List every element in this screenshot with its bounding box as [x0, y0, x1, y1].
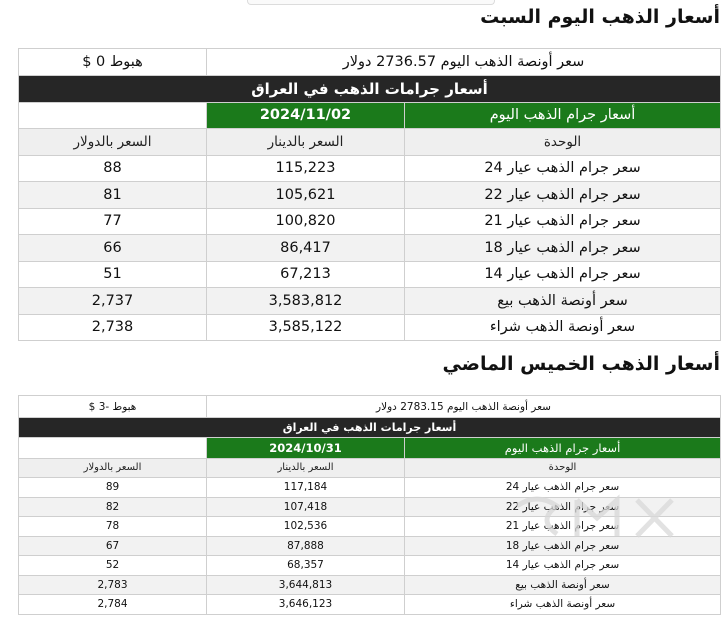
row-unit-cell: سعر جرام الذهب عيار 18	[405, 536, 721, 556]
table-row	[19, 314, 721, 341]
gold-prices-table-saturday	[18, 48, 721, 341]
table-row	[19, 155, 721, 182]
row-usd-cell: 66	[19, 235, 207, 262]
row-unit-cell: سعر جرام الذهب عيار 14	[405, 261, 721, 288]
ounce-summary-row	[19, 396, 721, 418]
ounce-price-text: سعر أونصة الذهب اليوم 2736.57 دولار	[207, 49, 721, 76]
row-dinar-cell: 105,621	[207, 182, 405, 209]
price-change-text: هبوط 0 $	[19, 49, 207, 76]
table-row	[19, 536, 721, 556]
row-usd-cell: 89	[19, 478, 207, 498]
row-unit-cell: سعر جرام الذهب عيار 21	[405, 208, 721, 235]
row-dinar-cell: 68,357	[207, 556, 405, 576]
row-unit-cell: سعر جرام الذهب عيار 24	[405, 155, 721, 182]
table-row	[19, 595, 721, 615]
ounce-price-text: سعر أونصة الذهب اليوم 2783.15 دولار	[207, 396, 721, 418]
row-unit-cell: سعر أونصة الذهب بيع	[405, 288, 721, 315]
section-heading-saturday: أسعار الذهب اليوم السبت	[480, 6, 720, 28]
date-cell: 2024/10/31	[207, 437, 405, 458]
date-cell: 2024/11/02	[207, 102, 405, 129]
date-row	[19, 102, 721, 129]
row-dinar-cell: 115,223	[207, 155, 405, 182]
table-title: أسعار جرامات الذهب في العراق	[19, 76, 721, 103]
row-unit-cell: سعر جرام الذهب عيار 21	[405, 517, 721, 537]
row-unit-cell: سعر جرام الذهب عيار 22	[405, 182, 721, 209]
prices-label: أسعار جرام الذهب اليوم	[405, 102, 721, 129]
row-dinar-cell: 3,644,813	[207, 575, 405, 595]
col-header-unit: الوحدة	[405, 129, 721, 156]
table-row	[19, 575, 721, 595]
row-usd-cell: 78	[19, 517, 207, 537]
empty-cell	[19, 102, 207, 129]
price-change-text: هبوط -3 $	[19, 396, 207, 418]
row-usd-cell: 51	[19, 261, 207, 288]
section-heading-thursday: أسعار الذهب الخميس الماضي	[442, 353, 720, 375]
col-header-dinar: السعر بالدينار	[207, 458, 405, 478]
gold-prices-table-thursday	[18, 395, 721, 615]
row-dinar-cell: 87,888	[207, 536, 405, 556]
row-usd-cell: 67	[19, 536, 207, 556]
row-dinar-cell: 3,583,812	[207, 288, 405, 315]
row-unit-cell: سعر أونصة الذهب شراء	[405, 314, 721, 341]
table-row	[19, 235, 721, 262]
row-usd-cell: 81	[19, 182, 207, 209]
row-usd-cell: 2,738	[19, 314, 207, 341]
table-row	[19, 478, 721, 498]
column-header-row	[19, 129, 721, 156]
row-dinar-cell: 117,184	[207, 478, 405, 498]
row-unit-cell: سعر أونصة الذهب بيع	[405, 575, 721, 595]
row-unit-cell: سعر جرام الذهب عيار 22	[405, 497, 721, 517]
table-title-row	[19, 418, 721, 438]
row-usd-cell: 88	[19, 155, 207, 182]
table-row	[19, 261, 721, 288]
table-row	[19, 517, 721, 537]
col-header-unit: الوحدة	[405, 458, 721, 478]
col-header-usd: السعر بالدولار	[19, 458, 207, 478]
row-usd-cell: 2,737	[19, 288, 207, 315]
row-dinar-cell: 67,213	[207, 261, 405, 288]
row-dinar-cell: 86,417	[207, 235, 405, 262]
col-header-usd: السعر بالدولار	[19, 129, 207, 156]
row-usd-cell: 77	[19, 208, 207, 235]
column-header-row	[19, 458, 721, 478]
prices-label: أسعار جرام الذهب اليوم	[405, 437, 721, 458]
empty-cell	[19, 437, 207, 458]
row-dinar-cell: 3,585,122	[207, 314, 405, 341]
row-usd-cell: 52	[19, 556, 207, 576]
table-row	[19, 556, 721, 576]
row-unit-cell: سعر أونصة الذهب شراء	[405, 595, 721, 615]
row-usd-cell: 2,783	[19, 575, 207, 595]
row-dinar-cell: 100,820	[207, 208, 405, 235]
row-unit-cell: سعر جرام الذهب عيار 18	[405, 235, 721, 262]
row-dinar-cell: 107,418	[207, 497, 405, 517]
table-row	[19, 288, 721, 315]
col-header-dinar: السعر بالدينار	[207, 129, 405, 156]
table-title-row	[19, 76, 721, 103]
row-unit-cell: سعر جرام الذهب عيار 24	[405, 478, 721, 498]
row-usd-cell: 2,784	[19, 595, 207, 615]
row-dinar-cell: 102,536	[207, 517, 405, 537]
table-row	[19, 182, 721, 209]
row-usd-cell: 82	[19, 497, 207, 517]
row-dinar-cell: 3,646,123	[207, 595, 405, 615]
table-row	[19, 497, 721, 517]
table-row	[19, 208, 721, 235]
date-row	[19, 437, 721, 458]
top-bar	[247, 0, 495, 5]
ounce-summary-row	[19, 49, 721, 76]
row-unit-cell: سعر جرام الذهب عيار 14	[405, 556, 721, 576]
table-title: أسعار جرامات الذهب في العراق	[19, 418, 721, 438]
